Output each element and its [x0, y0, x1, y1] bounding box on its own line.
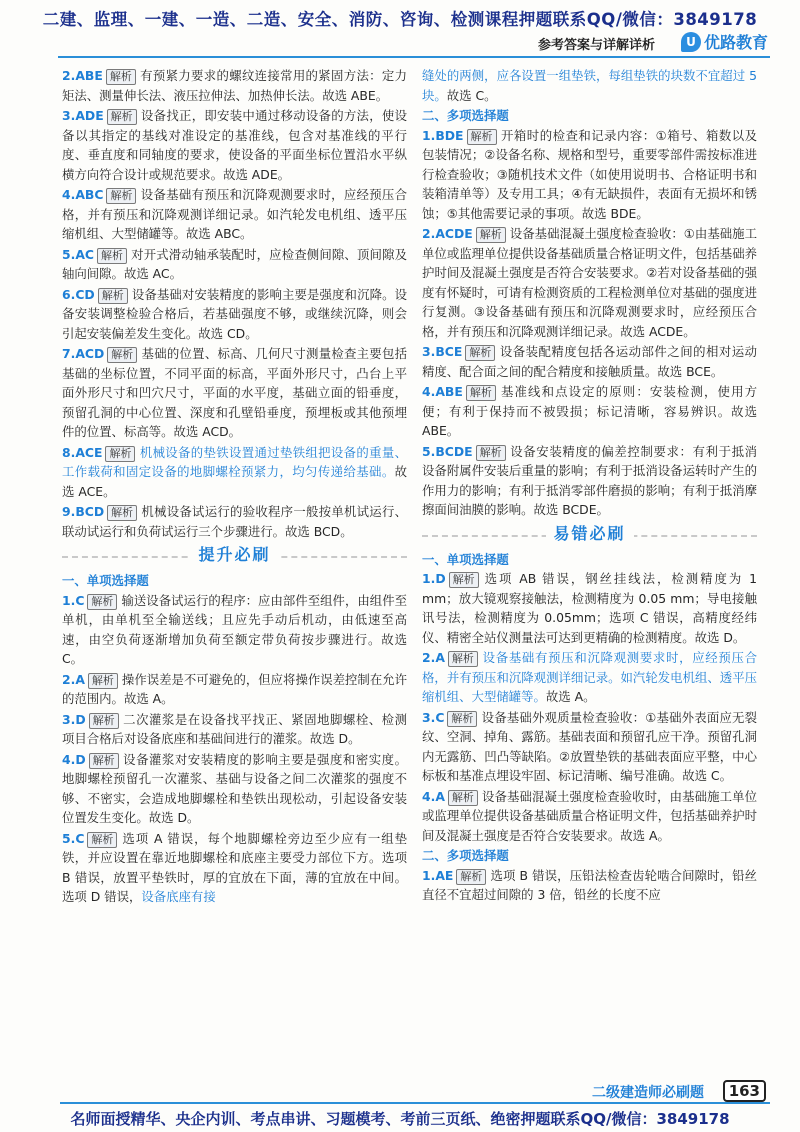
- answer-item: 8.ACE 解析 机械设备的垫铁设置通过垫铁组把设备的重量、工作载荷和固定设备的地脚螺栓预紧力，均匀传递给基础。故选 ACE。: [62, 444, 407, 499]
- bottom-banner: 名师面授精华、央企内训、考点串讲、习题模考、考前三页纸、绝密押题联系QQ/微信：3849178: [70, 1110, 730, 1128]
- highlight-text: 设备底座有接: [141, 889, 216, 904]
- header-subtitle: 参考答案与详解详析: [537, 38, 655, 53]
- answer-item: 9.BCD 解析 机械设备试运行的验收程序一般按单机试运行、联动试运行和负荷试运行三个步骤进行。故选 BCD。: [62, 504, 407, 539]
- analysis-tag: 解析: [456, 869, 486, 885]
- answer-item: 4.D 解析 设备灌浆对安装精度的影响主要是强度和密实度。地脚螺栓预留孔一次灌浆、基础与设备之间二次灌浆的强度不够、不密实，会造成地脚螺栓和垫铁出现松动，引起设备安装位置发生变化。故选 D。: [62, 751, 407, 825]
- answer-item: 3.D 解析 二次灌浆是在设备找平找正、紧固地脚螺栓、检测项目合格后对设备底座和基础间进行的灌浆。故选 D。: [62, 711, 407, 746]
- page-header: [0, 30, 800, 54]
- answer-item: 3.ADE 解析 设备找正，即安装中通过移动设备的方法，使设备以其指定的基线对准设定的基准线，包含对基准线的平行度、垂直度和同轴度的要求，使设备的平面坐标位置沿水平纵横方向符合设计或规范要求。故选 ADE。: [62, 108, 407, 182]
- answer-item: 4.ABC 解析 设备基础有预压和沉降观测要求时，应经预压合格，并有预压和沉降观测详细记录。如汽轮发电机组、透平压缩机组、大型储罐等。故选 ABC。: [62, 187, 407, 241]
- analysis-tag: 解析: [89, 713, 119, 729]
- left-column: [62, 66, 407, 908]
- highlight-text: 设备基础有预压和沉降观测要求时，应经预压合格，并有预压和沉降观测详细记录。如汽轮发电机组、透平压缩机组、大型储罐等。: [422, 650, 757, 704]
- analysis-tag: 解析: [97, 248, 127, 264]
- analysis-tag: 解析: [87, 594, 117, 610]
- top-banner: 二建、监理、一建、一造、二造、安全、消防、咨询、检测课程押题联系QQ/微信：3849178: [42, 10, 758, 29]
- analysis-tag: 解析: [106, 69, 136, 85]
- analysis-tag: 解析: [87, 832, 117, 848]
- answer-item: 7.ACD 解析 基础的位置、标高、几何尺寸测量检查主要包括基础的坐标位置，不同平面的标高，平面外形尺寸，凸台上平面外形尺寸和凹穴尺寸，平面的水平度，基础立面的铅垂度，预留孔洞的中心位置、深度和孔壁铅垂度，预埋板或其他预埋件的位置、标高等。故选 ACD。: [62, 346, 407, 439]
- answer-item: 4.A 解析 设备基础混凝土强度检查验收时，由基础施工单位或监理单位提供设备基础质量合格证明文件，包括基础养护时间及混凝土强度是否符合安装要求。故选 A。: [422, 788, 757, 843]
- analysis-tag: 解析: [105, 446, 135, 462]
- analysis-tag: 解析: [107, 109, 137, 125]
- section-heading: 二、多项选择题: [422, 848, 509, 863]
- page-footer: [0, 1082, 800, 1104]
- analysis-tag: 解析: [465, 345, 495, 361]
- section-heading: 一、单项选择题: [62, 573, 149, 588]
- highlight-text: 机械设备的垫铁设置通过垫铁组把设备的重量、工作载荷和固定设备的地脚螺栓预紧力，均匀传递给基础。: [62, 444, 407, 479]
- answer-item: 1.BDE 解析 开箱时的检查和记录内容：①箱号、箱数以及包装情况；②设备名称、规格和型号，重要零部件需按标准进行检查验收；③随机技术文件（如使用说明书、合格证明书和装箱清单等）及专用工具；④有无缺损件，表面有无损坏和锈蚀；⑤其他需要记录的事项。故选 BDE。: [422, 127, 757, 221]
- footer-divider: [60, 1102, 770, 1104]
- analysis-tag: 解析: [107, 347, 137, 363]
- page-number: 163: [723, 1080, 766, 1102]
- analysis-tag: 解析: [98, 288, 128, 304]
- answer-item: 2.ACDE 解析 设备基础混凝土强度检查验收：①由基础施工单位或监理单位提供设备基础质量合格证明文件，包括基础养护时间及混凝土强度是否符合安装要求。②若对设备基础的强度有怀疑时，可请有检测资质的工程检测单位对基础的强度进行复测。③设备基础有预压和沉降观测要求时，应经预压合格，并有预压和沉降观测详细记录。故选 ACDE。: [422, 226, 757, 339]
- analysis-tag: 解析: [106, 188, 136, 204]
- analysis-tag: 解析: [88, 673, 118, 689]
- answer-item: 5.AC 解析 对开式滑动轴承装配时，应检查侧间隙、顶间隙及轴向间隙。故选 AC。: [62, 246, 407, 281]
- answer-item: 2.A 解析 设备基础有预压和沉降观测要求时，应经预压合格，并有预压和沉降观测详细记录。如汽轮发电机组、透平压缩机组、大型储罐等。故选 A。: [422, 650, 757, 704]
- analysis-tag: 解析: [448, 651, 478, 667]
- analysis-tag: 解析: [476, 445, 506, 461]
- brand-logo: [681, 30, 768, 53]
- answer-item: 3.C 解析 设备基础外观质量检查验收：①基础外表面应无裂纹、空洞、掉角、露筋。基础表面和预留孔应干净。预留孔洞内无露筋、凹凸等缺陷。②放置垫铁的基础表面应平整，中心标板和基准点埋设牢固、标记清晰、编号准确。故选 C。: [422, 709, 757, 783]
- analysis-tag: 解析: [466, 385, 496, 401]
- answer-item: 4.ABE 解析 基准线和点设定的原则：安装检测，使用方便；有利于保持而不被毁损；标记清晰，容易辨识。故选 ABE。: [422, 384, 757, 438]
- answer-item: 1.D 解析 选项 AB 错误，钢丝挂线法，检测精度为 1 mm；放大镜观察接触法，检测精度为 0.05 mm；导电接触讯号法，检测精度为 0.05mm；选项 C 错误，高精度经纬仪、精密全站仪测量法可达到更精确的检测精度。故选 D。: [422, 571, 757, 645]
- answer-item: 3.BCE 解析 设备装配精度包括各运动部件之间的相对运动精度、配合面之间的配合精度和接触质量。故选 BCE。: [422, 344, 757, 379]
- analysis-tag: 解析: [467, 129, 497, 145]
- answer-item: 1.AE 解析 选项 B 错误，压铅法检查齿轮啮合间隙时，铅丝直径不宜超过间隙的 3 倍，铅丝的长度不应: [422, 867, 757, 902]
- banner-title: 提升必刷: [190, 545, 278, 565]
- analysis-tag: 解析: [448, 790, 478, 806]
- answer-item: 2.A 解析 操作误差是不可避免的，但应将操作误差控制在允许的范围内。故选 A。: [62, 671, 407, 706]
- answer-item: 1.C 解析 输送设备试运行的程序：应由部件至组件，由组件至单机，由单机至全输送线；且应先手动后机动，由低速至高速，由空负荷逐渐增加负荷至额定带负荷按步骤进行。故选 C。: [62, 592, 407, 666]
- answer-item: 2.ABE 解析 有预紧力要求的螺纹连接常用的紧固方法：定力矩法、测量伸长法、液压拉伸法、加热伸长法。故选 ABE。: [62, 68, 407, 103]
- analysis-tag: 解析: [449, 572, 479, 588]
- section-banner-yicuo: [422, 524, 757, 548]
- highlight-text: 缝处的两侧，应各设置一组垫铁，每组垫铁的块数不宜超过 5 块。: [422, 68, 757, 103]
- book-title: 二级建造师必刷题: [592, 1085, 704, 1101]
- banner-title: 易错必刷: [545, 524, 633, 544]
- analysis-tag: 解析: [89, 753, 119, 769]
- analysis-tag: 解析: [107, 505, 137, 521]
- right-column: [422, 66, 757, 906]
- answer-item: 6.CD 解析 设备基础对安装精度的影响主要是强度和沉降。设备安装调整检验合格后，若基础强度不够，或继续沉降，则会引起安装偏差发生变化。故选 CD。: [62, 286, 407, 341]
- answer-continuation: 缝处的两侧，应各设置一组垫铁，每组垫铁的块数不宜超过 5 块。故选 C。: [422, 68, 757, 103]
- header-divider: [58, 56, 770, 58]
- section-heading: 二、多项选择题: [422, 108, 509, 123]
- analysis-tag: 解析: [476, 227, 506, 243]
- answer-item: 5.BCDE 解析 设备安装精度的偏差控制要求：有利于抵消设备附属件安装后重量的影响；有利于抵消设备运转时产生的作用力的影响；有利于抵消零部件磨损的影响；有利于抵消摩擦面间油膜的影响。故选 BCDE。: [422, 443, 757, 517]
- logo-text: 优路教育: [703, 33, 768, 52]
- section-heading: 一、单项选择题: [422, 551, 509, 567]
- section-banner-tisheng: [62, 545, 407, 569]
- analysis-tag: 解析: [447, 711, 477, 727]
- answer-item: 5.C 解析 选项 A 错误，每个地脚螺栓旁边至少应有一组垫铁，并应设置在靠近地脚螺栓和底座主要受力部位下方。选项 B 错误，放置平垫铁时，厚的宜放在下面，薄的宜放在中间。选项 D 错误，设备底座有接: [62, 830, 407, 904]
- logo-icon: U: [681, 32, 701, 52]
